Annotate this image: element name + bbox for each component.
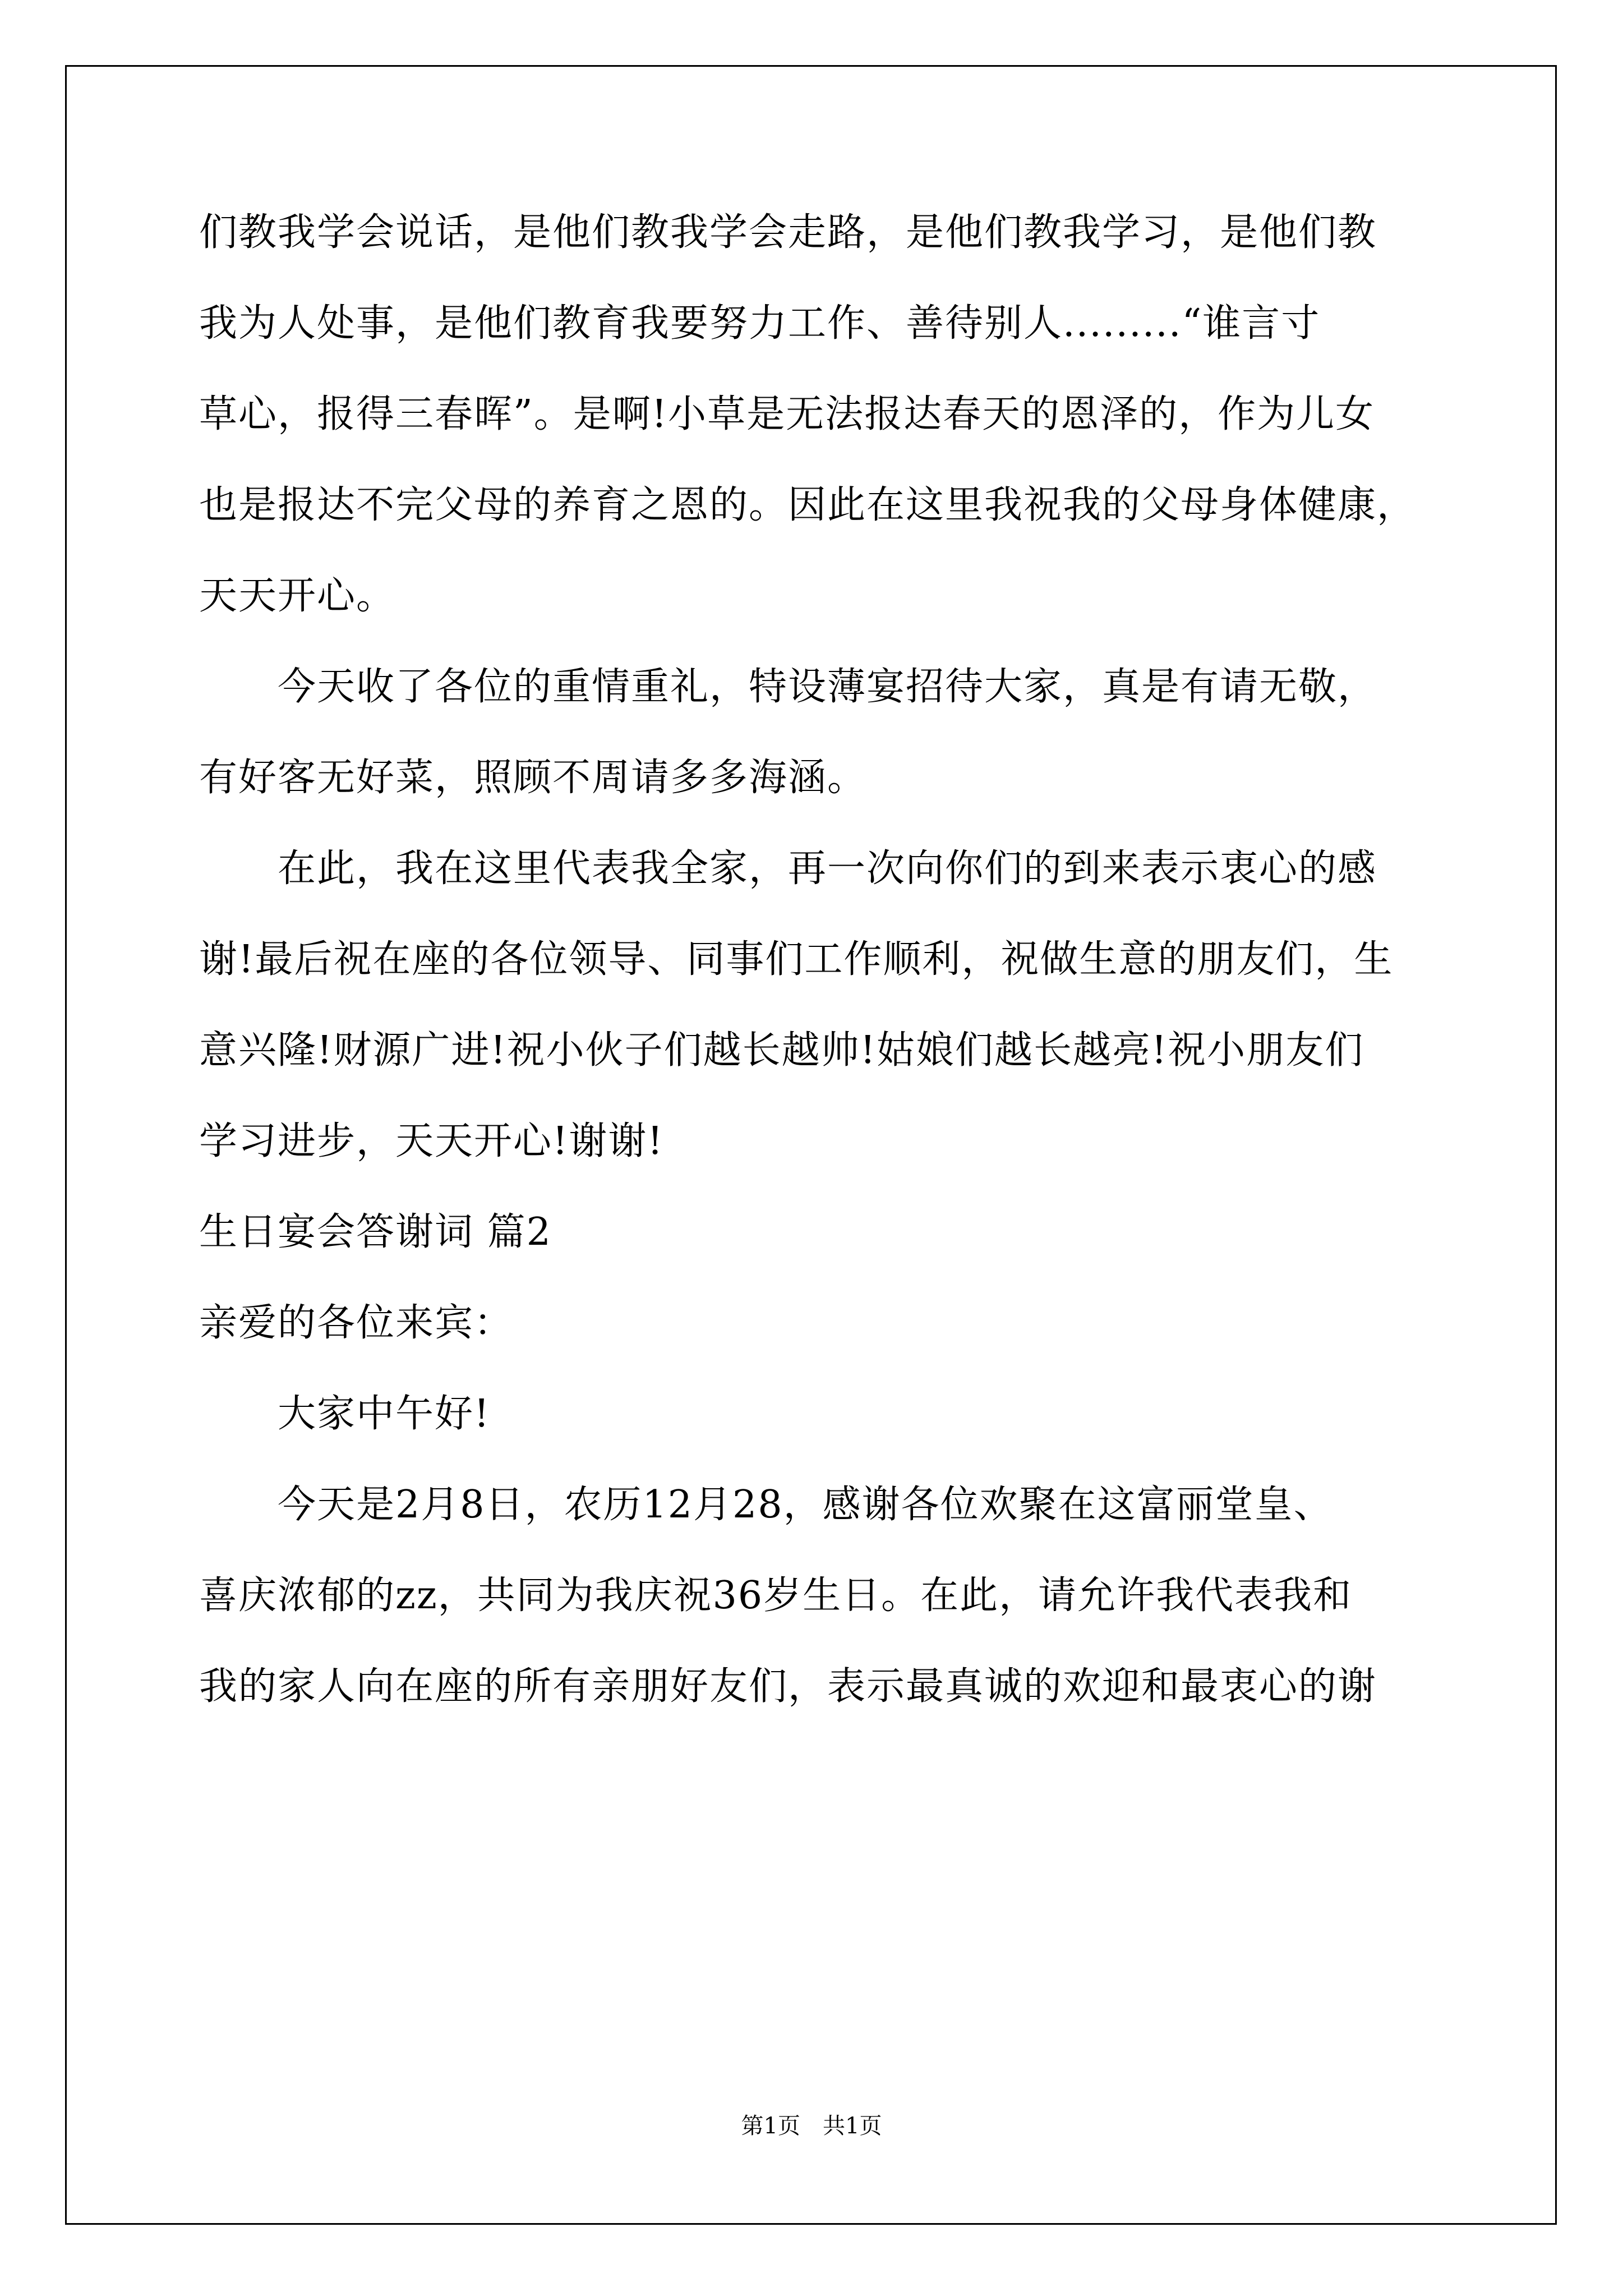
- text-line: 在此，我在这里代表我全家，再一次向你们的到来表示衷心的感: [199, 846, 1377, 891]
- text-line: 也是报达不完父母的养育之恩的。因此在这里我祝我的父母身体健康，: [199, 483, 1417, 527]
- text-line: 意兴隆!财源广进!祝小伙子们越长越帅!姑娘们越长越亮!祝小朋友们: [199, 1028, 1364, 1073]
- section-heading: 生日宴会答谢词 篇2: [199, 1210, 552, 1254]
- text-line: 有好客无好菜，照顾不周请多多海涵。: [199, 756, 867, 800]
- text-line: 今天收了各位的重情重礼，特设薄宴招待大家，真是有请无敬，: [199, 665, 1377, 709]
- text-line: 我为人处事，是他们教育我要努力工作、善待别人.........“谁言寸: [199, 301, 1321, 346]
- text-line: 学习进步，天天开心!谢谢!: [199, 1119, 664, 1163]
- salutation: 亲爱的各位来宾：: [199, 1301, 514, 1345]
- text-line: 天天开心。: [199, 574, 396, 618]
- text-line: 我的家人向在座的所有亲朋好友们，表示最真诚的欢迎和最衷心的谢: [199, 1664, 1377, 1709]
- text-line: 谢!最后祝在座的各位领导、同事们工作顺利，祝做生意的朋友们，生: [199, 937, 1394, 982]
- text-line: 草心，报得三春晖”。是啊!小草是无法报达春天的恩泽的，作为儿女: [199, 392, 1375, 436]
- text-line: 们教我学会说话，是他们教我学会走路，是他们教我学习，是他们教: [199, 210, 1377, 255]
- page-number-footer: 第1页 共1页: [741, 2113, 882, 2139]
- greeting: 大家中午好!: [199, 1392, 491, 1436]
- document-body: [199, 208, 1427, 1712]
- text-line: 今天是2月8日，农历12月28，感谢各位欢聚在这富丽堂皇、: [199, 1483, 1333, 1527]
- text-line: 喜庆浓郁的zz，共同为我庆祝36岁生日。在此，请允许我代表我和: [199, 1573, 1353, 1618]
